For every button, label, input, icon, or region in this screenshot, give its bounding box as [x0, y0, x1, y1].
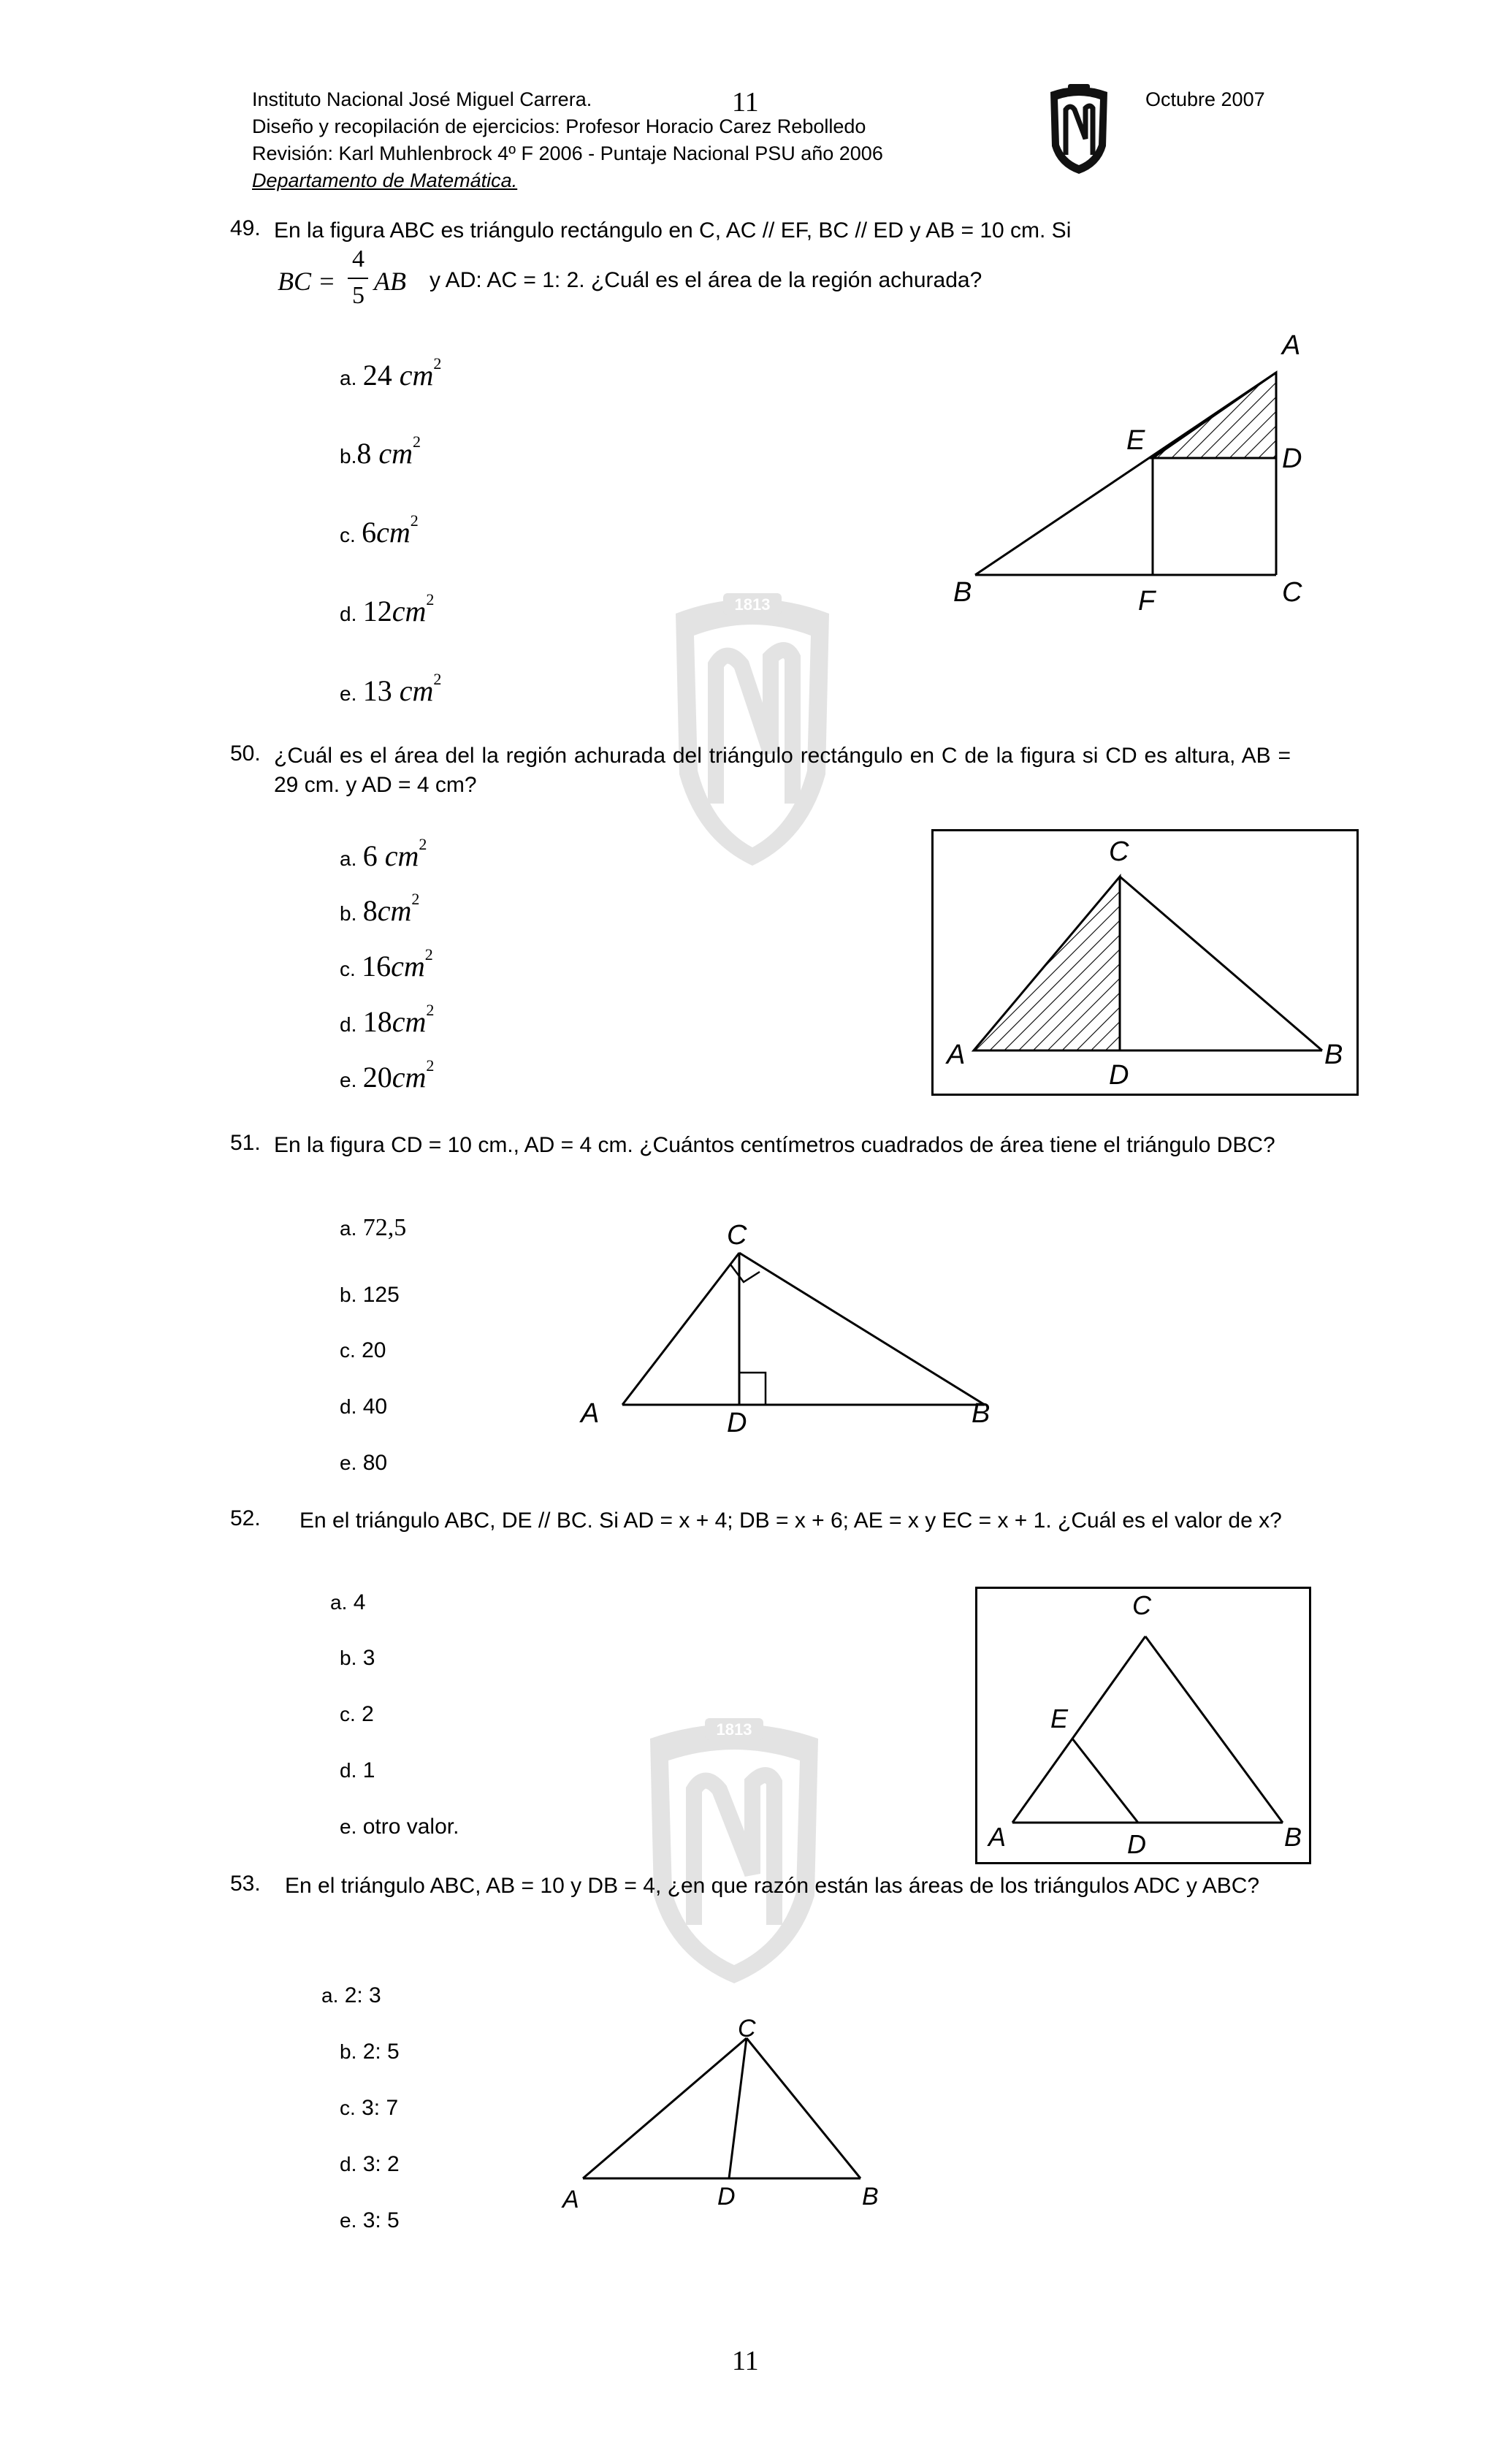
q53-option-c[interactable] [340, 2096, 398, 2121]
option-label: a. [340, 1217, 357, 1240]
q52-option-c[interactable] [340, 1702, 374, 1727]
option-value: otro valor. [362, 1815, 459, 1839]
segment-cb [747, 2038, 860, 2178]
option-value: 24 [362, 359, 392, 392]
option-label: d. [340, 2153, 357, 2175]
option-value: 13 [362, 674, 392, 707]
page-header [252, 86, 1275, 194]
label-a: A [1282, 332, 1301, 361]
option-label: a. [321, 1984, 339, 2007]
option-unit: cm [392, 1005, 427, 1038]
q50-option-b[interactable] [340, 890, 419, 928]
label-c: C [727, 1220, 747, 1251]
option-exponent: 2 [433, 354, 442, 373]
option-label: e. [340, 2209, 357, 2232]
option-exponent: 2 [426, 590, 435, 609]
option-value: 6 [362, 516, 377, 549]
option-unit: cm [392, 1061, 427, 1094]
watermark-year: 1813 [734, 595, 771, 614]
option-unit: cm [376, 516, 411, 549]
header-revision: Revisión: Karl Muhlenbrock 4º F 2006 - Puntaje Nacional PSU año 2006 [252, 142, 883, 164]
header-logo [1046, 82, 1112, 175]
option-value: 125 [362, 1283, 400, 1307]
label-d: D [1282, 443, 1302, 474]
q49-figure [950, 332, 1315, 617]
header-department: Departamento de Matemática. [252, 169, 518, 191]
option-unit: cm [391, 950, 425, 983]
option-exponent: 2 [433, 670, 442, 688]
q53-figure [555, 2009, 891, 2221]
q49-option-c[interactable] [340, 511, 419, 549]
option-value: 72,5 [362, 1214, 407, 1241]
option-label: c. [340, 1703, 356, 1725]
option-label: c. [340, 2097, 356, 2119]
option-exponent: 2 [419, 835, 427, 853]
header-date: Octubre 2007 [1145, 88, 1265, 110]
option-label: e. [340, 1815, 357, 1838]
label-c: C [1282, 577, 1302, 608]
q51-option-c[interactable] [340, 1338, 386, 1363]
q51-option-a[interactable] [340, 1214, 406, 1242]
right-angle-mark [739, 1373, 766, 1405]
option-label: b. [340, 902, 357, 925]
option-label: c. [340, 1339, 356, 1362]
q52-option-b[interactable] [340, 1646, 375, 1671]
segment-ac [622, 1253, 739, 1405]
option-value: 6 [362, 839, 378, 872]
option-label: e. [340, 682, 357, 705]
label-d: D [717, 2183, 736, 2211]
shaded-region [974, 877, 1120, 1050]
option-label: b. [340, 1647, 357, 1669]
q51-option-d[interactable] [340, 1395, 387, 1419]
label-a: A [988, 1822, 1007, 1852]
option-exponent: 2 [411, 890, 420, 908]
q53-option-e[interactable] [340, 2208, 400, 2233]
option-value: 1 [362, 1758, 375, 1782]
option-value: 20 [362, 1338, 386, 1362]
option-label: e. [340, 1452, 357, 1474]
q52-number: 52. [230, 1506, 261, 1530]
option-label: a. [340, 847, 357, 870]
q49-option-a[interactable] [340, 354, 441, 392]
option-value: 2: 3 [344, 1983, 381, 2007]
option-value: 2: 5 [362, 2040, 400, 2064]
option-exponent: 2 [426, 1056, 435, 1075]
q51-text: En la figura CD = 10 cm., AD = 4 cm. ¿Cuántos centímetros cuadrados de área tiene el triángulo DBC? [274, 1133, 1275, 1157]
option-label: d. [340, 603, 357, 625]
label-b: B [1324, 1040, 1343, 1070]
institute-crest-icon [1046, 82, 1112, 175]
q49-number: 49. [230, 216, 261, 240]
q49-frac-rhs: AB [374, 267, 406, 296]
option-unit: cm [399, 674, 434, 707]
option-label: c. [340, 958, 356, 980]
q51-option-e[interactable] [340, 1451, 387, 1476]
option-label: d. [340, 1013, 357, 1036]
option-exponent: 2 [424, 945, 433, 964]
label-a: A [581, 1398, 600, 1429]
q50-option-a[interactable] [340, 835, 427, 873]
option-label: e. [340, 1069, 357, 1091]
label-b: B [1284, 1822, 1302, 1852]
watermark-crest-upper [661, 584, 844, 869]
footer-page-number: 11 [732, 2346, 759, 2376]
option-exponent: 2 [410, 511, 419, 530]
q50-option-d[interactable] [340, 1001, 434, 1039]
q50-number: 50. [230, 741, 261, 766]
label-b: B [862, 2183, 879, 2211]
q52-figure [975, 1587, 1311, 1864]
q49-option-e[interactable] [340, 670, 441, 708]
label-e: E [1126, 425, 1145, 456]
segment-cd [729, 2038, 747, 2178]
header-page-number: 11 [732, 87, 759, 118]
q51-option-b[interactable] [340, 1283, 400, 1308]
option-label: c. [340, 524, 356, 546]
institute-crest-icon [636, 1709, 833, 1987]
option-label: a. [330, 1591, 348, 1614]
option-value: 20 [362, 1061, 392, 1094]
label-c: C [738, 2015, 756, 2042]
q53-option-b[interactable] [340, 2040, 400, 2064]
label-d: D [727, 1408, 747, 1435]
q52-option-d[interactable] [340, 1758, 375, 1783]
option-exponent: 2 [413, 432, 421, 451]
q53-text: En el triángulo ABC, AB = 10 y DB = 4, ¿en que razón están las áreas de los triángulos ADC y ABC? [285, 1874, 1260, 1898]
q49-frac-denominator: 5 [352, 282, 365, 309]
option-value: 12 [362, 595, 392, 628]
option-value: 40 [362, 1395, 388, 1419]
q49-text: En la figura ABC es triángulo rectángulo en C, AC // EF, BC // ED y AB = 10 cm. Si [274, 218, 1072, 243]
label-d: D [1127, 1829, 1146, 1859]
q53-option-a[interactable] [321, 1983, 381, 2008]
label-b: B [953, 577, 972, 608]
option-value: 3: 2 [362, 2152, 400, 2176]
q51-number: 51. [230, 1131, 261, 1155]
option-label: d. [340, 1395, 357, 1418]
option-unit: cm [392, 595, 427, 628]
option-value: 8 [356, 437, 372, 470]
q50-option-c[interactable] [340, 945, 433, 983]
option-value: 4 [353, 1590, 366, 1614]
q51-figure [577, 1216, 1004, 1435]
option-unit: cm [377, 894, 412, 927]
option-value: 3: 5 [362, 2208, 400, 2232]
option-label: b. [340, 1284, 357, 1306]
q52-option-a[interactable] [330, 1590, 365, 1615]
q49-option-b[interactable] [340, 432, 421, 470]
header-institution: Instituto Nacional José Miguel Carrera. [252, 88, 592, 110]
label-a: A [947, 1040, 966, 1070]
segment-ba [975, 373, 1276, 575]
option-value: 3 [362, 1646, 375, 1670]
option-label: b. [340, 2040, 357, 2063]
label-d: D [1109, 1060, 1129, 1091]
q49-frac-numerator: 4 [352, 245, 365, 272]
segment-cb [1145, 1636, 1283, 1823]
option-exponent: 2 [426, 1001, 435, 1019]
label-e: E [1050, 1704, 1069, 1733]
option-unit: cm [384, 839, 419, 872]
q49-option-d[interactable] [340, 590, 434, 628]
q52-text: En el triángulo ABC, DE // BC. Si AD = x + 4; DB = x + 6; AE = x y EC = x + 1. ¿Cuál es el valor de x? [299, 1508, 1282, 1533]
watermark-year: 1813 [716, 1720, 752, 1739]
option-value: 16 [362, 950, 392, 983]
segment-cb [1120, 877, 1322, 1050]
q50-option-e[interactable] [340, 1056, 434, 1094]
segment-ed [1072, 1739, 1138, 1823]
q49-frac-lhs: BC = [278, 267, 336, 296]
header-author: Diseño y recopilación de ejercicios: Profesor Horacio Carez Rebolledo [252, 115, 866, 137]
label-b: B [972, 1398, 991, 1429]
label-c: C [1132, 1590, 1151, 1620]
label-c: C [1109, 836, 1129, 867]
option-value: 18 [362, 1005, 392, 1038]
q53-number: 53. [230, 1872, 261, 1896]
q49-text-2: y AD: AC = 1: 2. ¿Cuál es el área de la región achurada? [430, 268, 982, 292]
option-value: 8 [362, 894, 378, 927]
option-unit: cm [399, 359, 434, 392]
right-angle-mark [730, 1265, 760, 1282]
institute-crest-icon [661, 584, 844, 869]
option-unit: cm [378, 437, 413, 470]
segment-ac [583, 2038, 747, 2178]
q53-option-d[interactable] [340, 2152, 400, 2177]
label-a: A [562, 2186, 579, 2213]
q50-text: ¿Cuál es el área del la región achurada del triángulo rectángulo en C de la figura si CD es altura, AB = 29 cm. y AD = 4 cm? [274, 744, 1291, 797]
option-value: 3: 7 [362, 2096, 399, 2120]
q52-option-e[interactable] [340, 1815, 459, 1839]
fraction-bar [348, 278, 368, 279]
segment-ac [1012, 1636, 1145, 1823]
option-value: 80 [362, 1451, 388, 1475]
option-label: a. [340, 367, 357, 389]
q50-figure [931, 829, 1359, 1096]
option-label: b. [340, 445, 357, 468]
option-label: d. [340, 1759, 357, 1782]
q49-formula [278, 245, 1300, 321]
option-value: 2 [362, 1702, 374, 1726]
segment-cb [739, 1253, 985, 1405]
label-f: F [1138, 586, 1156, 617]
watermark-crest-lower [636, 1709, 833, 1987]
